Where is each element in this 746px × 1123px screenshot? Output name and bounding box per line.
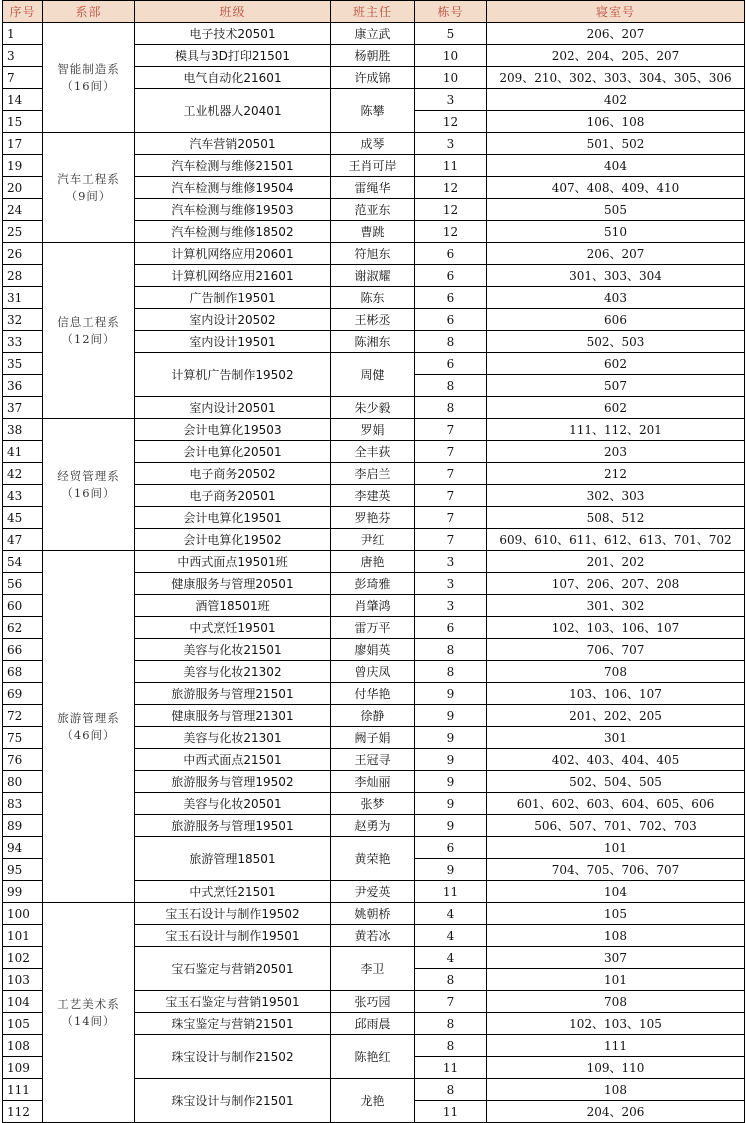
teacher-cell: 罗娟 (331, 419, 415, 441)
rooms-cell: 201、202 (487, 551, 745, 573)
rooms-cell: 206、207 (487, 243, 745, 265)
teacher-cell: 雷绳华 (331, 177, 415, 199)
class-cell: 电子商务20501 (135, 485, 331, 507)
rooms-cell: 708 (487, 991, 745, 1013)
teacher-cell: 杨朝胜 (331, 45, 415, 67)
class-cell: 珠宝鉴定与营销21501 (135, 1013, 331, 1035)
rooms-cell: 706、707 (487, 639, 745, 661)
teacher-cell: 尹爱英 (331, 881, 415, 903)
seq-cell: 17 (3, 133, 43, 155)
teacher-cell: 龙艳 (331, 1079, 415, 1123)
teacher-cell: 全丰荻 (331, 441, 415, 463)
seq-cell: 3 (3, 45, 43, 67)
teacher-cell: 阙子娟 (331, 727, 415, 749)
building-cell: 7 (415, 507, 487, 529)
teacher-cell: 李卫 (331, 947, 415, 991)
seq-cell: 54 (3, 551, 43, 573)
seq-cell: 45 (3, 507, 43, 529)
dept-cell: 经贸管理系（16间） (43, 419, 135, 551)
dormitory-table (2, 0, 745, 1123)
rooms-cell: 204、206 (487, 1101, 745, 1123)
dept-cell: 工艺美术系（14间） (43, 903, 135, 1123)
header-building: 栋号 (415, 1, 487, 23)
class-cell: 电子商务20502 (135, 463, 331, 485)
seq-cell: 103 (3, 969, 43, 991)
class-cell: 宝玉石鉴定与营销19501 (135, 991, 331, 1013)
teacher-cell: 曹跳 (331, 221, 415, 243)
teacher-cell: 许成锦 (331, 67, 415, 89)
header-seq: 序号 (3, 1, 43, 23)
building-cell: 3 (415, 573, 487, 595)
building-cell: 9 (415, 705, 487, 727)
rooms-cell: 209、210、302、303、304、305、306 (487, 67, 745, 89)
teacher-cell: 徐静 (331, 705, 415, 727)
rooms-cell: 206、207 (487, 23, 745, 45)
rooms-cell: 203 (487, 441, 745, 463)
class-cell: 计算机广告制作19502 (135, 353, 331, 397)
seq-cell: 1 (3, 23, 43, 45)
table-body (3, 23, 745, 1123)
teacher-cell: 王冠寻 (331, 749, 415, 771)
teacher-cell: 付华艳 (331, 683, 415, 705)
seq-cell: 14 (3, 89, 43, 111)
rooms-cell: 404 (487, 155, 745, 177)
class-cell: 汽车检测与维修19503 (135, 199, 331, 221)
rooms-cell: 111 (487, 1035, 745, 1057)
rooms-cell: 307 (487, 947, 745, 969)
teacher-cell: 邱雨晨 (331, 1013, 415, 1035)
building-cell: 4 (415, 903, 487, 925)
teacher-cell: 黄若冰 (331, 925, 415, 947)
building-cell: 10 (415, 67, 487, 89)
class-cell: 中西式面点21501 (135, 749, 331, 771)
class-cell: 汽车检测与维修21501 (135, 155, 331, 177)
teacher-cell: 范亚东 (331, 199, 415, 221)
teacher-cell: 陈艳红 (331, 1035, 415, 1079)
seq-cell: 102 (3, 947, 43, 969)
class-cell: 室内设计19501 (135, 331, 331, 353)
seq-cell: 15 (3, 111, 43, 133)
class-cell: 会计电算化19502 (135, 529, 331, 551)
seq-cell: 41 (3, 441, 43, 463)
class-cell: 计算机网络应用20601 (135, 243, 331, 265)
rooms-cell: 105 (487, 903, 745, 925)
seq-cell: 43 (3, 485, 43, 507)
header-dept: 系部 (43, 1, 135, 23)
header-teacher: 班主任 (331, 1, 415, 23)
teacher-cell: 成琴 (331, 133, 415, 155)
class-cell: 会计电算化19501 (135, 507, 331, 529)
seq-cell: 62 (3, 617, 43, 639)
class-cell: 室内设计20502 (135, 309, 331, 331)
building-cell: 7 (415, 991, 487, 1013)
teacher-cell: 唐艳 (331, 551, 415, 573)
class-cell: 美容与化妆21302 (135, 661, 331, 683)
class-cell: 旅游服务与管理19502 (135, 771, 331, 793)
dormitory-table-sheet (2, 0, 744, 1122)
building-cell: 11 (415, 155, 487, 177)
class-cell: 电子技术20501 (135, 23, 331, 45)
seq-cell: 72 (3, 705, 43, 727)
teacher-cell: 李建英 (331, 485, 415, 507)
building-cell: 8 (415, 639, 487, 661)
teacher-cell: 肖肇鸿 (331, 595, 415, 617)
rooms-cell: 407、408、409、410 (487, 177, 745, 199)
class-cell: 宝玉石设计与制作19501 (135, 925, 331, 947)
building-cell: 12 (415, 111, 487, 133)
building-cell: 11 (415, 1057, 487, 1079)
teacher-cell: 符旭东 (331, 243, 415, 265)
class-cell: 旅游管理18501 (135, 837, 331, 881)
seq-cell: 89 (3, 815, 43, 837)
rooms-cell: 106、108 (487, 111, 745, 133)
teacher-cell: 李启兰 (331, 463, 415, 485)
building-cell: 7 (415, 419, 487, 441)
teacher-cell: 罗艳芬 (331, 507, 415, 529)
teacher-cell: 张梦 (331, 793, 415, 815)
class-cell: 广告制作19501 (135, 287, 331, 309)
building-cell: 8 (415, 375, 487, 397)
teacher-cell: 王彬丞 (331, 309, 415, 331)
building-cell: 9 (415, 771, 487, 793)
class-cell: 宝玉石设计与制作19502 (135, 903, 331, 925)
class-cell: 汽车检测与维修19504 (135, 177, 331, 199)
seq-cell: 60 (3, 595, 43, 617)
building-cell: 8 (415, 1079, 487, 1101)
rooms-cell: 108 (487, 925, 745, 947)
seq-cell: 36 (3, 375, 43, 397)
seq-cell: 95 (3, 859, 43, 881)
dept-cell: 智能制造系（16间） (43, 23, 135, 133)
rooms-cell: 403 (487, 287, 745, 309)
rooms-cell: 602 (487, 353, 745, 375)
table-row (3, 903, 745, 925)
building-cell: 9 (415, 859, 487, 881)
teacher-cell: 雷万平 (331, 617, 415, 639)
rooms-cell: 301、302 (487, 595, 745, 617)
rooms-cell: 606 (487, 309, 745, 331)
seq-cell: 108 (3, 1035, 43, 1057)
dept-cell: 汽车工程系（9间） (43, 133, 135, 243)
building-cell: 7 (415, 529, 487, 551)
building-cell: 3 (415, 133, 487, 155)
building-cell: 8 (415, 1013, 487, 1035)
seq-cell: 101 (3, 925, 43, 947)
seq-cell: 83 (3, 793, 43, 815)
class-cell: 汽车检测与维修18502 (135, 221, 331, 243)
seq-cell: 94 (3, 837, 43, 859)
seq-cell: 76 (3, 749, 43, 771)
teacher-cell: 周健 (331, 353, 415, 397)
seq-cell: 68 (3, 661, 43, 683)
building-cell: 8 (415, 397, 487, 419)
rooms-cell: 501、502 (487, 133, 745, 155)
building-cell: 3 (415, 595, 487, 617)
building-cell: 9 (415, 683, 487, 705)
seq-cell: 20 (3, 177, 43, 199)
building-cell: 6 (415, 243, 487, 265)
header-rooms: 寝室号 (487, 1, 745, 23)
building-cell: 6 (415, 353, 487, 375)
seq-cell: 33 (3, 331, 43, 353)
rooms-cell: 301 (487, 727, 745, 749)
rooms-cell: 202、204、205、207 (487, 45, 745, 67)
seq-cell: 80 (3, 771, 43, 793)
seq-cell: 32 (3, 309, 43, 331)
table-row (3, 419, 745, 441)
rooms-cell: 704、705、706、707 (487, 859, 745, 881)
building-cell: 8 (415, 969, 487, 991)
seq-cell: 47 (3, 529, 43, 551)
seq-cell: 105 (3, 1013, 43, 1035)
seq-cell: 7 (3, 67, 43, 89)
building-cell: 12 (415, 221, 487, 243)
teacher-cell: 康立武 (331, 23, 415, 45)
rooms-cell: 506、507、701、702、703 (487, 815, 745, 837)
rooms-cell: 104 (487, 881, 745, 903)
class-cell: 会计电算化20501 (135, 441, 331, 463)
table-row (3, 133, 745, 155)
rooms-cell: 601、602、603、604、605、606 (487, 793, 745, 815)
building-cell: 8 (415, 1035, 487, 1057)
header-row (3, 1, 745, 23)
building-cell: 3 (415, 551, 487, 573)
seq-cell: 104 (3, 991, 43, 1013)
class-cell: 珠宝设计与制作21501 (135, 1079, 331, 1123)
seq-cell: 19 (3, 155, 43, 177)
seq-cell: 28 (3, 265, 43, 287)
table-row (3, 23, 745, 45)
class-cell: 中西式面点19501班 (135, 551, 331, 573)
building-cell: 6 (415, 617, 487, 639)
teacher-cell: 陈东 (331, 287, 415, 309)
rooms-cell: 108 (487, 1079, 745, 1101)
seq-cell: 99 (3, 881, 43, 903)
teacher-cell: 谢淑耀 (331, 265, 415, 287)
rooms-cell: 301、303、304 (487, 265, 745, 287)
teacher-cell: 李灿丽 (331, 771, 415, 793)
class-cell: 电气自动化21601 (135, 67, 331, 89)
building-cell: 6 (415, 309, 487, 331)
rooms-cell: 101 (487, 837, 745, 859)
class-cell: 室内设计20501 (135, 397, 331, 419)
rooms-cell: 201、202、205 (487, 705, 745, 727)
rooms-cell: 302、303 (487, 485, 745, 507)
seq-cell: 35 (3, 353, 43, 375)
building-cell: 9 (415, 749, 487, 771)
building-cell: 8 (415, 331, 487, 353)
class-cell: 美容与化妆21301 (135, 727, 331, 749)
class-cell: 珠宝设计与制作21502 (135, 1035, 331, 1079)
seq-cell: 75 (3, 727, 43, 749)
building-cell: 8 (415, 661, 487, 683)
rooms-cell: 102、103、106、107 (487, 617, 745, 639)
class-cell: 健康服务与管理20501 (135, 573, 331, 595)
class-cell: 会计电算化19503 (135, 419, 331, 441)
teacher-cell: 陈湘东 (331, 331, 415, 353)
teacher-cell: 陈攀 (331, 89, 415, 133)
teacher-cell: 彭琦雅 (331, 573, 415, 595)
class-cell: 宝石鉴定与营销20501 (135, 947, 331, 991)
seq-cell: 24 (3, 199, 43, 221)
building-cell: 6 (415, 837, 487, 859)
seq-cell: 66 (3, 639, 43, 661)
seq-cell: 42 (3, 463, 43, 485)
teacher-cell: 王肖可岸 (331, 155, 415, 177)
building-cell: 6 (415, 287, 487, 309)
building-cell: 4 (415, 947, 487, 969)
rooms-cell: 101 (487, 969, 745, 991)
rooms-cell: 508、512 (487, 507, 745, 529)
rooms-cell: 510 (487, 221, 745, 243)
teacher-cell: 朱少毅 (331, 397, 415, 419)
building-cell: 9 (415, 793, 487, 815)
class-cell: 美容与化妆20501 (135, 793, 331, 815)
seq-cell: 112 (3, 1101, 43, 1123)
class-cell: 汽车营销20501 (135, 133, 331, 155)
seq-cell: 37 (3, 397, 43, 419)
rooms-cell: 505 (487, 199, 745, 221)
building-cell: 9 (415, 727, 487, 749)
class-cell: 工业机器人20401 (135, 89, 331, 133)
dept-cell: 旅游管理系（46间） (43, 551, 135, 903)
rooms-cell: 107、206、207、208 (487, 573, 745, 595)
rooms-cell: 103、106、107 (487, 683, 745, 705)
dept-cell: 信息工程系（12间） (43, 243, 135, 419)
building-cell: 5 (415, 23, 487, 45)
class-cell: 中式烹饪19501 (135, 617, 331, 639)
building-cell: 9 (415, 815, 487, 837)
teacher-cell: 黄荣艳 (331, 837, 415, 881)
table-row (3, 551, 745, 573)
class-cell: 中式烹饪21501 (135, 881, 331, 903)
teacher-cell: 曾庆凤 (331, 661, 415, 683)
seq-cell: 38 (3, 419, 43, 441)
building-cell: 4 (415, 925, 487, 947)
class-cell: 模具与3D打印21501 (135, 45, 331, 67)
class-cell: 健康服务与管理21301 (135, 705, 331, 727)
seq-cell: 111 (3, 1079, 43, 1101)
rooms-cell: 102、103、105 (487, 1013, 745, 1035)
rooms-cell: 402 (487, 89, 745, 111)
class-cell: 酒管18501班 (135, 595, 331, 617)
building-cell: 7 (415, 485, 487, 507)
rooms-cell: 111、112、201 (487, 419, 745, 441)
building-cell: 7 (415, 441, 487, 463)
header-class: 班级 (135, 1, 331, 23)
teacher-cell: 尹红 (331, 529, 415, 551)
rooms-cell: 212 (487, 463, 745, 485)
teacher-cell: 张巧园 (331, 991, 415, 1013)
seq-cell: 26 (3, 243, 43, 265)
rooms-cell: 507 (487, 375, 745, 397)
seq-cell: 56 (3, 573, 43, 595)
class-cell: 旅游服务与管理19501 (135, 815, 331, 837)
class-cell: 计算机网络应用21601 (135, 265, 331, 287)
seq-cell: 25 (3, 221, 43, 243)
seq-cell: 100 (3, 903, 43, 925)
rooms-cell: 609、610、611、612、613、701、702 (487, 529, 745, 551)
rooms-cell: 602 (487, 397, 745, 419)
seq-cell: 109 (3, 1057, 43, 1079)
rooms-cell: 502、503 (487, 331, 745, 353)
teacher-cell: 姚朝桥 (331, 903, 415, 925)
building-cell: 3 (415, 89, 487, 111)
rooms-cell: 402、403、404、405 (487, 749, 745, 771)
building-cell: 6 (415, 265, 487, 287)
building-cell: 12 (415, 177, 487, 199)
teacher-cell: 赵勇为 (331, 815, 415, 837)
rooms-cell: 708 (487, 661, 745, 683)
building-cell: 12 (415, 199, 487, 221)
table-row (3, 243, 745, 265)
class-cell: 美容与化妆21501 (135, 639, 331, 661)
seq-cell: 69 (3, 683, 43, 705)
teacher-cell: 廖娟英 (331, 639, 415, 661)
rooms-cell: 109、110 (487, 1057, 745, 1079)
rooms-cell: 502、504、505 (487, 771, 745, 793)
building-cell: 10 (415, 45, 487, 67)
building-cell: 7 (415, 463, 487, 485)
building-cell: 11 (415, 1101, 487, 1123)
class-cell: 旅游服务与管理21501 (135, 683, 331, 705)
building-cell: 11 (415, 881, 487, 903)
seq-cell: 31 (3, 287, 43, 309)
